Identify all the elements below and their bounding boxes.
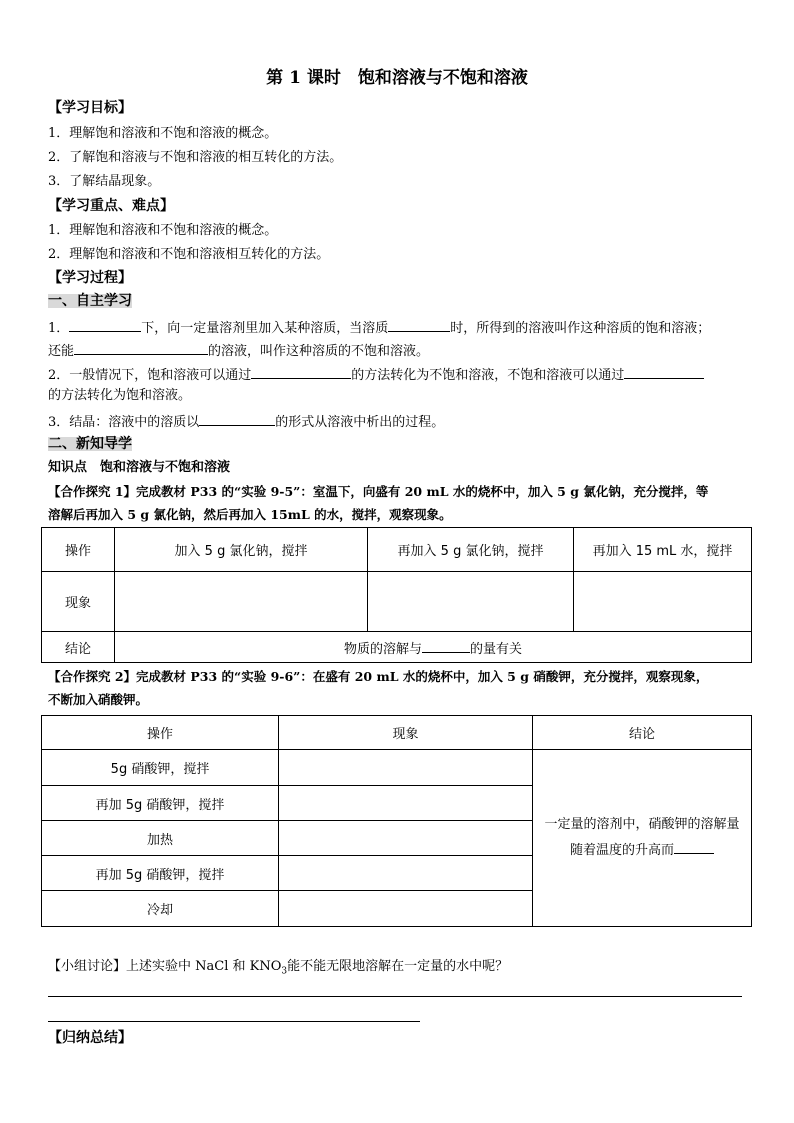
objectives-heading: 【学习目标】 [48,100,132,116]
question-2-line-2: 的方法转化为饱和溶液。 [48,388,192,403]
operation-cell: 5g 硝酸钾，搅拌 [42,750,279,786]
q1-number: 1． [48,321,70,336]
conclusion-text-line-2 [533,838,751,864]
column-header-phenomenon: 现象 [279,716,533,750]
row-header-phenomenon: 现象 [42,572,115,632]
self-study-heading: 一、自主学习 [48,293,132,309]
blank-q1-unsaturated[interactable] [74,342,208,355]
question-1-line-2 [48,342,429,358]
column-header-operation: 操作 [42,716,279,750]
conclusion-text: 一定量的溶剂中，硝酸钾的溶解量 [544,817,740,832]
q2-text: 的方法转化为不饱和溶液，不饱和溶液可以通过 [351,368,625,383]
operation-cell: 再加 5g 硝酸钾，搅拌 [42,786,279,821]
phenomenon-answer-cell[interactable] [115,572,368,632]
q1-text: 还能 [48,344,75,359]
operation-cell: 加入 5 g 氯化钠，搅拌 [115,528,368,572]
explore-1-table [41,527,752,663]
explore-1-text-line-2: 溶解后再加入 5 g 氯化钠，然后再加入 15mL 的水，搅拌，观察现象。 [48,507,452,522]
discussion-subscript: 3 [281,966,288,977]
blank-conclusion-2[interactable] [674,841,714,854]
conclusion-cell [115,632,752,663]
objective-item: 2．了解饱和溶液与不饱和溶液的相互转化的方法。 [48,150,343,165]
objective-item: 1．理解饱和溶液和不饱和溶液的概念。 [48,126,278,141]
operation-cell: 加热 [42,821,279,856]
key-points-heading: 【学习重点、难点】 [48,198,174,214]
phenomenon-answer-cell[interactable] [279,786,533,821]
explore-2-table [41,715,752,927]
conclusion-text: 物质的溶解与 [343,641,422,657]
blank-q2-to-unsaturated[interactable] [251,366,351,379]
key-point-item: 2．理解饱和溶液和不饱和溶液相互转化的方法。 [48,247,330,262]
phenomenon-answer-cell[interactable] [279,821,533,856]
column-header-conclusion: 结论 [533,716,752,750]
q1-text: 下，向一定量溶剂里加入某种溶质，当溶质 [141,321,389,336]
operation-cell: 再加入 5 g 氯化钠，搅拌 [368,528,574,572]
operation-cell: 再加入 15 mL 水，搅拌 [574,528,752,572]
row-header-operation: 操作 [42,528,115,572]
process-heading: 【学习过程】 [48,270,132,286]
new-knowledge-heading: 二、新知导学 [48,436,132,452]
discussion-text-end: 能不能无限地溶解在一定量的水中呢？ [287,959,509,974]
question-1-line-1 [48,319,710,335]
answer-line[interactable] [48,1021,420,1022]
conclusion-text: 随着温度的升高而 [569,843,674,858]
explore-2-text-line-2: 不断加入硝酸钾。 [48,692,149,707]
q2-text: 2．一般情况下，饱和溶液可以通过 [48,368,252,383]
blank-conclusion-1[interactable] [422,640,470,653]
key-point-item: 1．理解饱和溶液和不饱和溶液的概念。 [48,223,278,238]
knowledge-point-title: 知识点 饱和溶液与不饱和溶液 [48,460,231,475]
phenomenon-answer-cell[interactable] [279,750,533,786]
answer-line[interactable] [48,996,742,997]
q1-text-end: 时，所得到的溶液叫作这种溶质的饱和溶液； [450,321,711,336]
conclusion-text-end: 的量有关 [470,641,523,657]
blank-q3-crystal[interactable] [199,413,275,426]
objective-item: 3．了解结晶现象。 [48,174,161,189]
blank-q1-condition[interactable] [69,319,141,332]
row-header-conclusion: 结论 [42,632,115,663]
q3-text-end: 的形式从溶液中析出的过程。 [275,415,445,430]
phenomenon-answer-cell[interactable] [279,856,533,891]
page-title: 第 1 课时 饱和溶液与不饱和溶液 [266,68,528,88]
question-3 [48,413,444,429]
blank-q2-to-saturated[interactable] [624,366,704,379]
explore-1-text-line-1: 【合作探究 1】完成教材 P33 的“实验 9-5”：室温下，向盛有 20 mL 水的烧杯中，加入 5 g 氯化钠，充分搅拌，等 [48,484,709,499]
conclusion-cell [533,750,752,927]
operation-cell: 冷却 [42,891,279,927]
summary-heading: 【归纳总结】 [48,1030,132,1046]
group-discussion [48,960,508,977]
q1-text-end: 的溶液，叫作这种溶质的不饱和溶液。 [208,344,430,359]
discussion-text: 【小组讨论】上述实验中 NaCl 和 KNO [48,959,282,974]
phenomenon-answer-cell[interactable] [279,891,533,927]
phenomenon-answer-cell[interactable] [368,572,574,632]
phenomenon-answer-cell[interactable] [574,572,752,632]
question-2-line-1 [48,366,704,382]
operation-cell: 再加 5g 硝酸钾，搅拌 [42,856,279,891]
blank-q1-solute[interactable] [388,319,450,332]
q3-text: 3．结晶：溶液中的溶质以 [48,415,200,430]
explore-2-text-line-1: 【合作探究 2】完成教材 P33 的“实验 9-6”：在盛有 20 mL 水的烧杯中，加入 5 g 硝酸钾，充分搅拌，观察现象， [48,669,709,684]
